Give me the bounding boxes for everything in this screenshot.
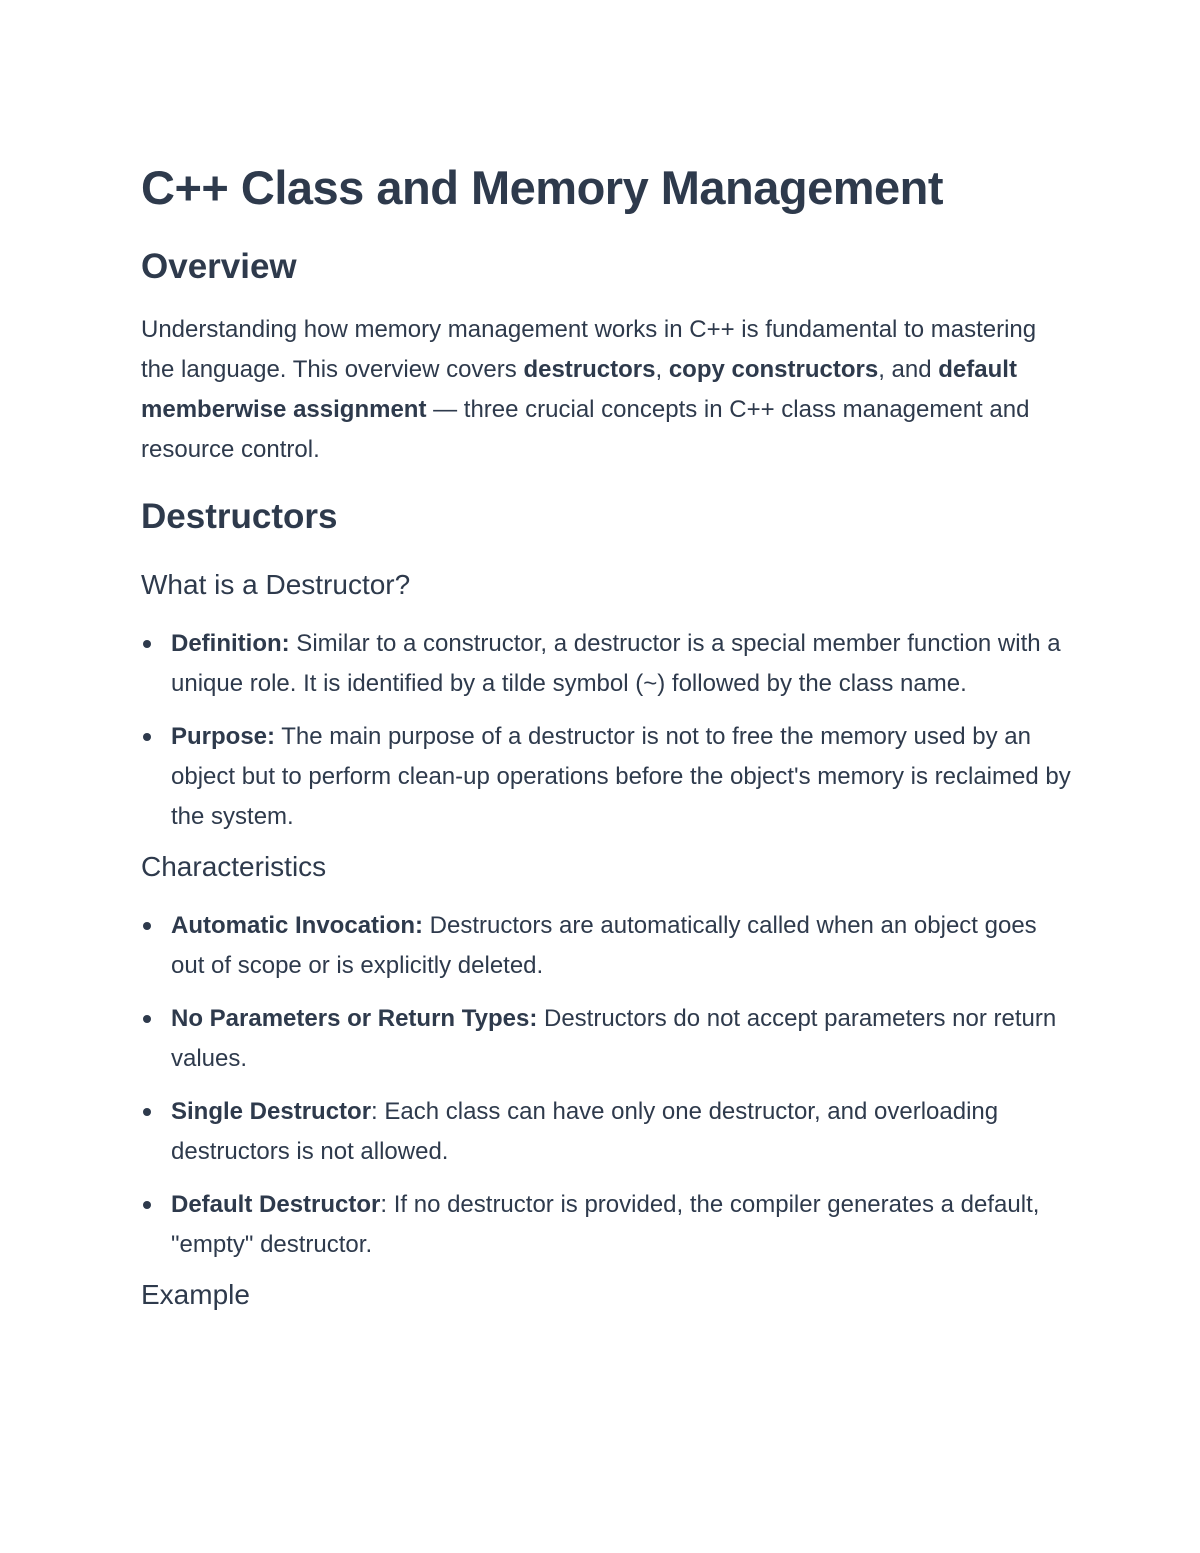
overview-text-1: Understanding how memory management works in C++ is fundamental to mastering the language. This overview covers — [141, 316, 1037, 384]
bullet-icon — [143, 1201, 151, 1209]
bullet-icon — [143, 640, 151, 648]
overview-heading: Overview — [141, 247, 297, 287]
overview-text-4: — three crucial concepts in C++ class management and resource control. — [141, 396, 1030, 464]
list-item-term: Purpose: — [171, 722, 276, 750]
overview-bold-copy-constructors: copy constructors — [668, 356, 879, 384]
list-item-text: : If no destructor is provided, the compiler generates a default, "empty" destructor. — [171, 1190, 1040, 1258]
what-is-destructor-list — [141, 624, 1071, 837]
list-item-text: Destructors are automatically called when an object goes out of scope or is explicitly deleted. — [171, 911, 1037, 979]
list-item-text: Similar to a constructor, a destructor is a special member function with a unique role. It is identified by a tilde symbol (~) followed by the class name. — [171, 629, 1061, 697]
overview-bold-memberwise: default memberwise assignment — [141, 356, 1017, 424]
list-item — [141, 1185, 1071, 1265]
list-item — [141, 624, 1071, 704]
document-title: C++ Class and Memory Management — [141, 161, 944, 214]
list-item-text: : Each class can have only one destructor, and overloading destructors is not allowed. — [171, 1097, 999, 1165]
bullet-icon — [143, 922, 151, 930]
list-item — [141, 717, 1071, 837]
overview-text-3: , and — [878, 356, 939, 384]
list-item — [141, 906, 1071, 986]
overview-text-2: , — [655, 356, 669, 384]
list-item-term: Definition: — [171, 629, 290, 657]
list-item-term: Automatic Invocation: — [171, 911, 424, 939]
list-item-text: Destructors do not accept parameters nor return values. — [171, 1004, 1057, 1072]
destructors-heading: Destructors — [141, 497, 338, 537]
characteristics-heading: Characteristics — [141, 850, 327, 882]
bullet-icon — [143, 1108, 151, 1116]
list-item-term: Single Destructor — [171, 1097, 372, 1125]
bullet-icon — [143, 1015, 151, 1023]
bullet-icon — [143, 733, 151, 741]
characteristics-list — [141, 906, 1071, 1265]
document-page — [141, 160, 1071, 1311]
overview-paragraph — [141, 310, 1071, 470]
list-item — [141, 1092, 1071, 1172]
list-item-text: The main purpose of a destructor is not to free the memory used by an object but to perform clean-up operations before the object's memory is reclaimed by the system. — [171, 722, 1071, 830]
what-is-destructor-heading: What is a Destructor? — [141, 569, 411, 601]
example-heading: Example — [141, 1278, 250, 1310]
overview-bold-destructors: destructors — [523, 356, 656, 384]
list-item-term: Default Destructor — [171, 1190, 381, 1218]
list-item — [141, 999, 1071, 1079]
list-item-term: No Parameters or Return Types: — [171, 1004, 538, 1032]
